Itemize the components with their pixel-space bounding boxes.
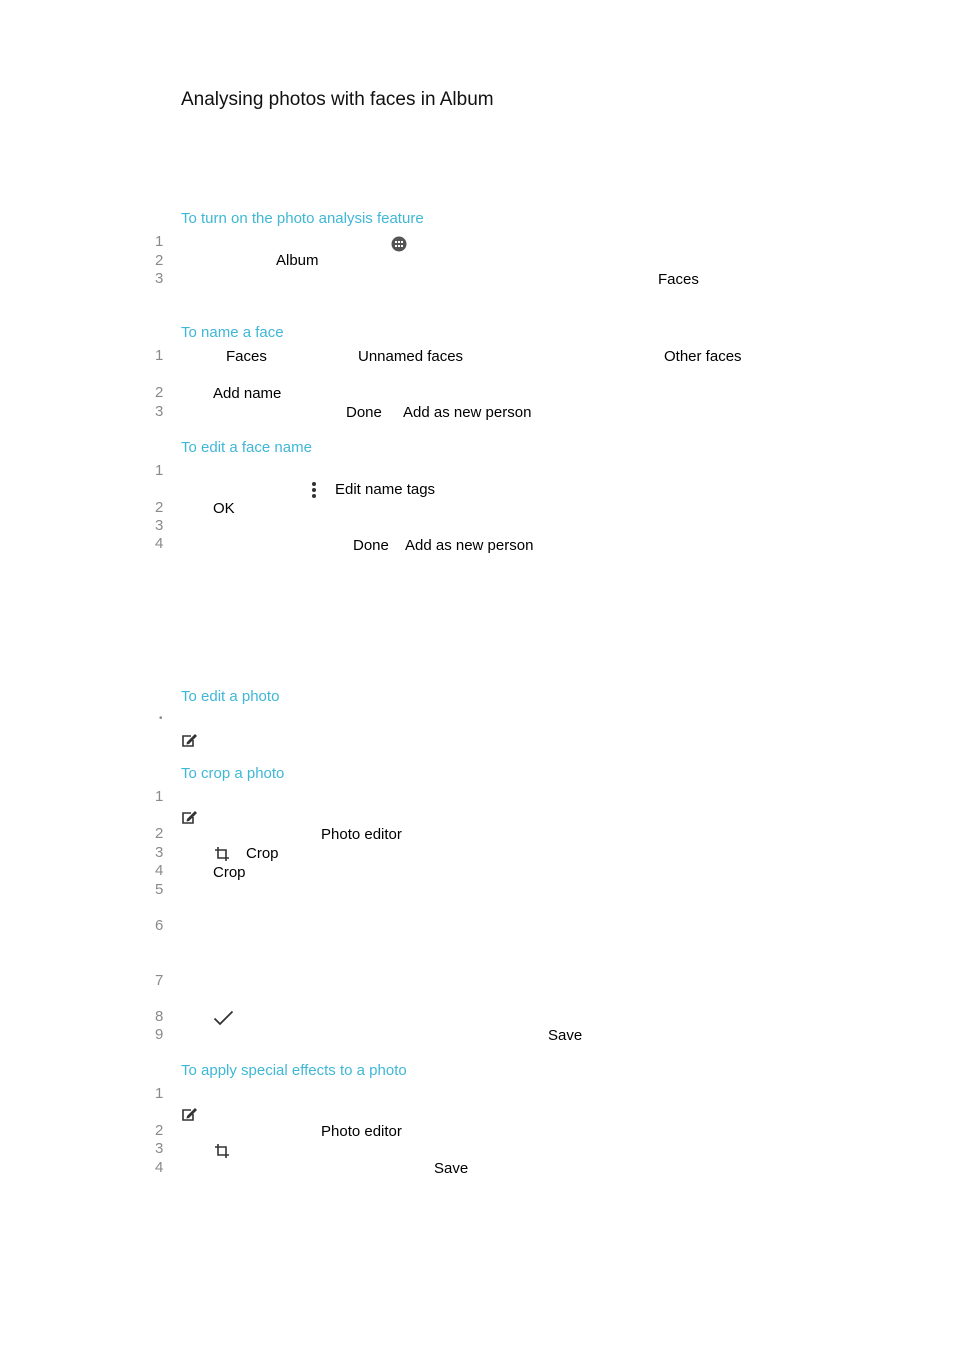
bullet: • [159,713,163,724]
heading-crop-photo: To crop a photo [181,765,285,782]
step-number: 7 [155,972,164,989]
step-number: 3 [155,403,164,420]
step-number: 3 [155,1140,164,1157]
edit-pencil-icon [181,1107,198,1122]
keyword-photo-editor: Photo editor [321,826,402,843]
page-title: Analysing photos with faces in Album [181,89,494,110]
crop-icon [214,846,230,862]
step-number: 6 [155,917,164,934]
crop-icon [214,1143,230,1159]
step-number: 2 [155,1122,164,1139]
step-number: 1 [155,788,164,805]
step-number: 1 [155,233,164,250]
more-vertical-icon [309,481,319,499]
keyword-other-faces: Other faces [664,348,742,365]
keyword-ok: OK [213,500,235,517]
step-number: 9 [155,1026,164,1043]
keyword-unnamed-faces: Unnamed faces [358,348,464,365]
step-number: 3 [155,270,164,287]
step-number: 3 [155,844,164,861]
step-number: 5 [155,881,164,898]
edit-pencil-icon [181,733,198,748]
heading-special-effects: To apply special effects to a photo [181,1062,407,1079]
keyword-save: Save [434,1160,469,1177]
keyword-done: Done [353,537,389,554]
step-number: 2 [155,499,164,516]
apps-grid-icon [391,236,407,252]
heading-edit-face-name: To edit a face name [181,439,312,456]
step-number: 4 [155,862,164,879]
keyword-add-new-person: Add as new person [405,537,534,554]
step-number: 1 [155,462,164,479]
step-number: 2 [155,252,164,269]
step-number: 1 [155,1085,164,1102]
step-number: 2 [155,825,164,842]
keyword-add-name: Add name [213,385,282,402]
keyword-album: Album [276,252,319,269]
step-number: 4 [155,1159,164,1176]
step-number: 3 [155,517,164,534]
keyword-crop: Crop [246,845,279,862]
edit-pencil-icon [181,810,198,825]
keyword-faces: Faces [226,348,267,365]
checkmark-icon [213,1010,234,1026]
keyword-edit-name-tags: Edit name tags [335,481,436,498]
step-number: 8 [155,1008,164,1025]
keyword-crop: Crop [213,864,246,881]
keyword-done: Done [346,404,382,421]
heading-name-face: To name a face [181,324,284,341]
heading-edit-photo: To edit a photo [181,688,280,705]
keyword-faces: Faces [658,271,699,288]
heading-photo-analysis: To turn on the photo analysis feature [181,210,424,227]
step-number: 1 [155,347,164,364]
keyword-photo-editor: Photo editor [321,1123,402,1140]
keyword-add-new-person: Add as new person [403,404,532,421]
step-number: 2 [155,384,164,401]
keyword-save: Save [548,1027,583,1044]
step-number: 4 [155,535,164,552]
